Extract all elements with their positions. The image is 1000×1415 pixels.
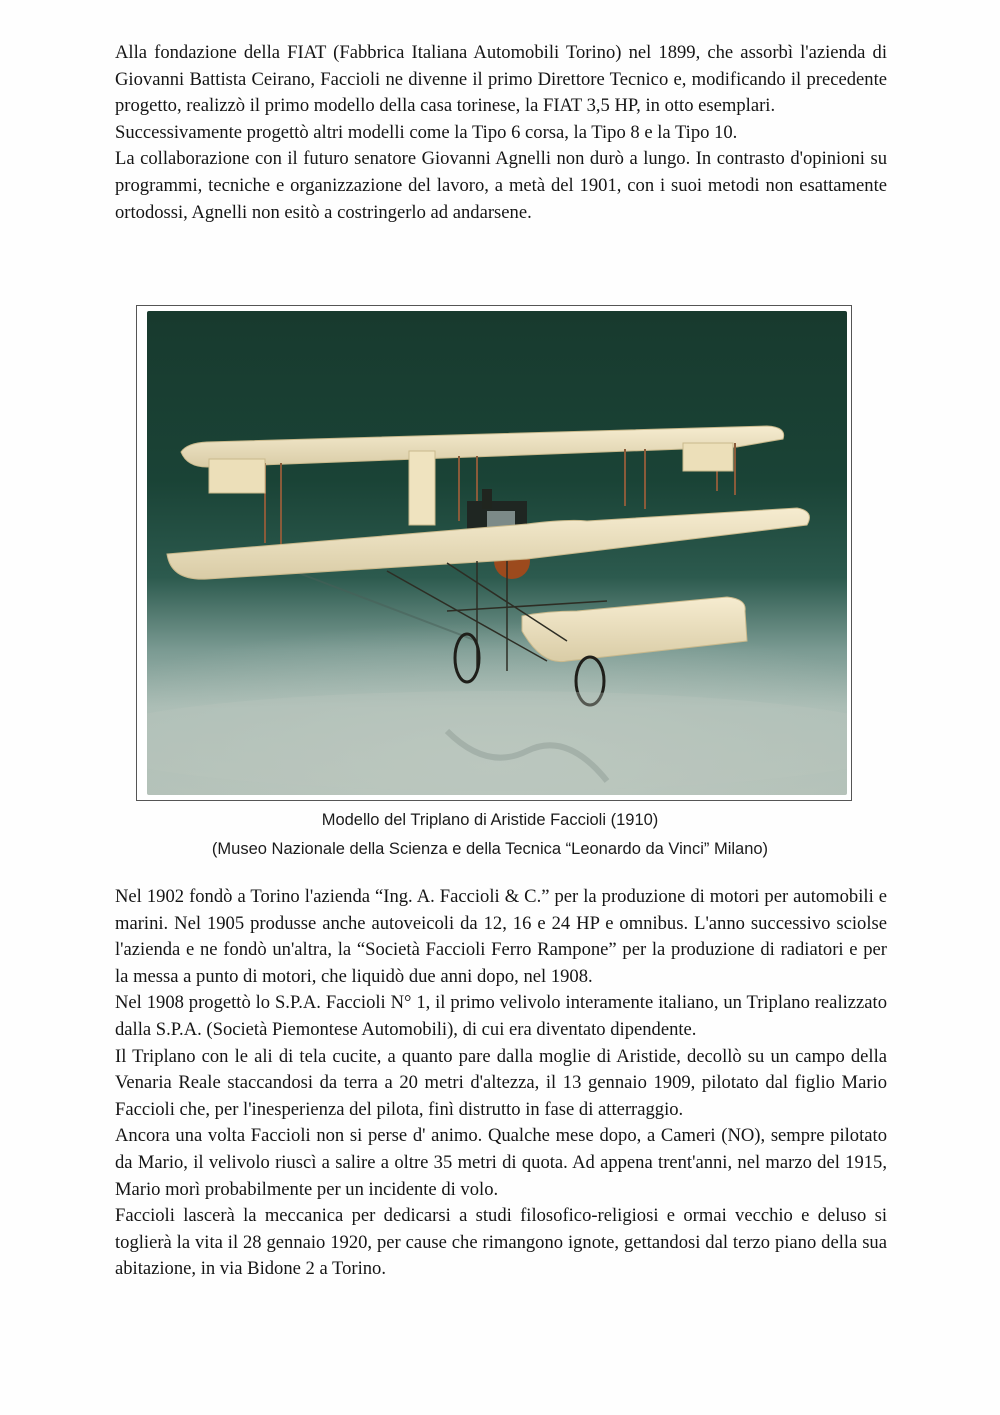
- intro-text-section: [115, 40, 887, 226]
- paragraph-agnelli: La collaborazione con il futuro senatore Giovanni Agnelli non durò a lungo. In contrasto d'opinioni su programmi, tecniche e organizzazione del lavoro, a metà del 1901, con i suoi metodi non esattamente ortodossi, Agnelli non esitò a costringerlo ad andarsene.: [115, 148, 887, 223]
- paragraph-triplane-flight: Il Triplano con le ali di tela cucite, a quanto pare dalla moglie di Aristide, decollò su un campo della Venaria Reale staccandosi da terra a 20 metri d'altezza, il 13 gennaio 1909, pilotato dal figlio Mario Faccioli che, per l'inesperienza del pilota, finì distrutto in fase di atterraggio.: [115, 1045, 887, 1120]
- paragraph-spa-faccioli: Nel 1908 progettò lo S.P.A. Faccioli N° 1, il primo velivolo interamente italiano, un Triplano realizzato dalla S.P.A. (Società Piemontese Automobili), di cui era diventato dipendente.: [115, 992, 887, 1040]
- triplane-illustration: [147, 311, 847, 795]
- paragraph-faccioli-death: Faccioli lascerà la meccanica per dedicarsi a studi filosofico-religiosi e ormai vecchio e deluso si toglierà la vita il 28 gennaio 1920, per cause che rimangono ignote, gettandosi dal terzo piano della sua abitazione, in via Bidone 2 a Torino.: [115, 1205, 887, 1280]
- paragraph-other-models: Successivamente progettò altri modelli come la Tipo 6 corsa, la Tipo 8 e la Tipo 10.: [115, 121, 738, 143]
- triplane-model-photo: [147, 311, 847, 795]
- figure-caption-source: (Museo Nazionale della Scienza e della Tecnica “Leonardo da Vinci” Milano): [211, 840, 769, 858]
- figure-caption-title: Modello del Triplano di Aristide Faccioli (1910): [321, 811, 659, 829]
- paragraph-cameri-flight: Ancora una volta Faccioli non si perse d' animo. Qualche mese dopo, a Cameri (NO), sempre pilotato da Mario, il velivolo riuscì a salire a oltre 35 metri di quota. Ad appena trent'anni, nel marzo del 1915, Mario morì probabilmente per un incidente di volo.: [115, 1125, 887, 1200]
- figure-frame: [136, 305, 852, 801]
- paragraph-faccioli-company: Nel 1902 fondò a Torino l'azienda “Ing. A. Faccioli & C.” per la produzione di motori per automobili e marini. Nel 1905 produsse anche autoveicoli da 12, 16 e 24 HP e omnibus. L'anno successivo sciolse l'azienda e ne fondò un'altra, la “Società Faccioli Ferro Rampone” per la produzione di radiatori e per la messa a punto di motori, che liquidò due anni dopo, nel 1908.: [115, 886, 887, 987]
- main-text-section: [115, 884, 887, 1283]
- paragraph-fiat-foundation: Alla fondazione della FIAT (Fabbrica Italiana Automobili Torino) nel 1899, che assorbì l'azienda di Giovanni Battista Ceirano, Faccioli ne divenne il primo Direttore Tecnico e, modificando il precedente progetto, realizzò il primo modello della casa torinese, la FIAT 3,5 HP, in otto esemplari.: [115, 42, 887, 117]
